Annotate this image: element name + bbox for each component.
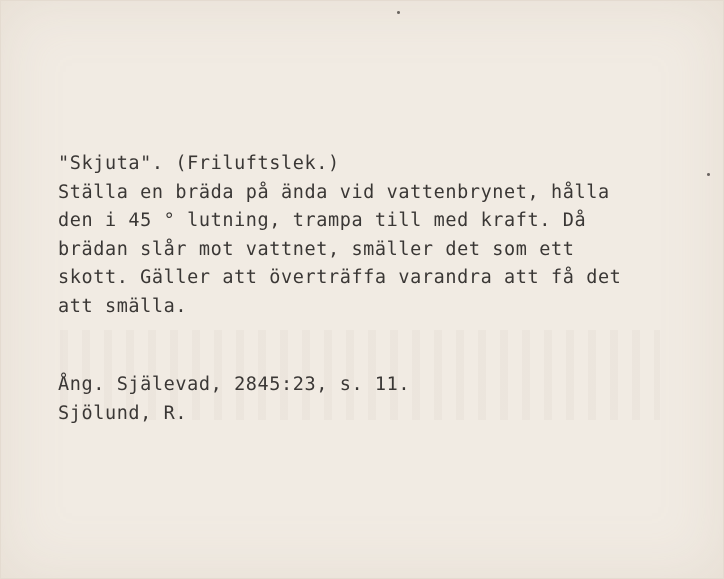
record-line: att smälla. (58, 295, 188, 317)
record-line: den i 45 ° lutning, trampa till med kraft. Då (58, 210, 587, 231)
record-text (58, 150, 621, 321)
ink-speck (707, 173, 710, 176)
informant-line: Sjölund, R. (58, 402, 188, 424)
source-reference (58, 371, 410, 428)
record-line: skott. Gäller att överträffa varandra att få det (58, 267, 622, 288)
record-line: brädan slår mot vattnet, smäller det som ett (58, 238, 575, 260)
ink-speck (397, 11, 400, 14)
record-line: Ställa en bräda på ända vid vattenbrynet, hålla (58, 181, 610, 203)
archive-reference-line: Ång. Själevad, 2845:23, s. 11. (58, 374, 411, 395)
record-line: "Skjuta". (Friluftslek.) (58, 153, 340, 174)
